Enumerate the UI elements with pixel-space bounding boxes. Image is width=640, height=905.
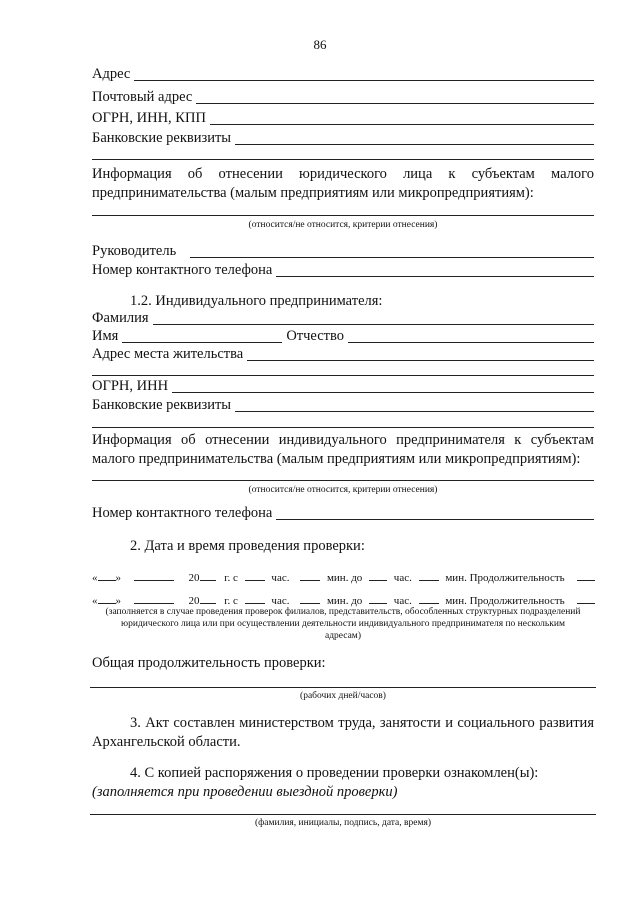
individual-phone-field[interactable]: [276, 507, 594, 520]
end-hour-field[interactable]: [369, 570, 387, 581]
postal-address-label: Почтовый адрес: [92, 89, 193, 105]
residence-extra-line[interactable]: [92, 375, 594, 376]
section3-text: 3. Акт составлен министерством труда, занятости и социального развития Архангельской области.: [92, 715, 594, 750]
total-duration-label: Общая продолжительность проверки:: [92, 655, 326, 671]
quote-open: «: [92, 572, 98, 584]
total-duration-row: [92, 655, 594, 672]
start-hour-field[interactable]: [245, 593, 265, 604]
postal-address-row: [92, 89, 594, 106]
name-row: [92, 328, 594, 345]
quote-open: «: [92, 595, 98, 607]
legal-phone-row: [92, 262, 594, 279]
individual-phone-label: Номер контактного телефона: [92, 505, 273, 521]
head-field[interactable]: [190, 245, 594, 258]
start-minute-field[interactable]: [300, 593, 320, 604]
total-duration-field[interactable]: [90, 687, 596, 688]
individual-bank-field[interactable]: [235, 399, 594, 412]
bank-details-extra-line[interactable]: [92, 159, 594, 160]
head-label: Руководитель: [92, 243, 177, 259]
individual-ogrn-row: [92, 378, 594, 395]
quote-close: »: [115, 572, 121, 584]
hours-label: час.: [393, 572, 412, 584]
address-label: Адрес: [92, 66, 131, 82]
individual-bank-label: Банковские реквизиты: [92, 397, 232, 413]
end-minute-field[interactable]: [419, 593, 439, 604]
minutes-to-label: мин. до: [326, 572, 363, 584]
from-label: г. с: [224, 595, 238, 607]
patronymic-label: Отчество: [286, 328, 344, 344]
acquaintance-caption: (фамилия, инициалы, подпись, дата, время): [254, 818, 432, 828]
ogrn-inn-kpp-field[interactable]: [210, 112, 594, 125]
start-hour-field[interactable]: [245, 570, 265, 581]
section4-text: 4. С копией распоряжения о проведении проверки ознакомлен(ы):: [130, 765, 539, 781]
ogrn-inn-kpp-label: ОГРН, ИНН, КПП: [92, 110, 206, 126]
legal-phone-field[interactable]: [276, 264, 594, 277]
end-hour-field[interactable]: [369, 593, 387, 604]
duration-label: мин. Продолжительность: [445, 595, 565, 607]
year-prefix: 20: [188, 595, 200, 607]
duration-label: мин. Продолжительность: [445, 572, 565, 584]
year-prefix: 20: [188, 572, 200, 584]
name-field[interactable]: [122, 330, 282, 343]
individual-sme-caption: (относится/не относится, критерии отнесения): [248, 485, 438, 495]
quote-close: »: [115, 595, 121, 607]
legal-sme-caption: (относится/не относится, критерии отнесения): [248, 220, 438, 230]
residence-field[interactable]: [247, 348, 594, 361]
hours-label: час.: [271, 572, 290, 584]
bank-details-field[interactable]: [235, 132, 594, 145]
from-label: г. с: [224, 572, 238, 584]
legal-sme-info: Информация об отнесении юридического лица к субъектам малого предпринимательства (малым предприятиям или микропредприятиям):: [92, 166, 594, 201]
bank-details-row: [92, 130, 594, 147]
individual-bank-extra-line[interactable]: [92, 427, 594, 428]
surname-label: Фамилия: [92, 310, 149, 326]
address-field[interactable]: [134, 68, 594, 81]
duration-field[interactable]: [577, 593, 595, 604]
duration-field[interactable]: [577, 570, 595, 581]
residence-row: [92, 346, 594, 363]
individual-ogrn-label: ОГРН, ИНН: [92, 378, 169, 394]
individual-sme-info: Информация об отнесении индивидуального предпринимателя к субъектам малого предпринимательства (малым предприятиям или микропредприятиям):: [92, 432, 594, 467]
legal-sme-field[interactable]: [92, 215, 594, 216]
legal-phone-label: Номер контактного телефона: [92, 262, 273, 278]
section2-heading: 2. Дата и время проведения проверки:: [130, 538, 365, 554]
date-caption: (заполняется в случае проведения проверок филиалов, представительств, обособленных структурных подразделений юридического лица или при осуществлении деятельности индивидуального предпринимателя по нескольким адресам): [105, 607, 581, 641]
page-number: 86: [313, 37, 327, 52]
individual-phone-row: [92, 505, 594, 522]
surname-row: [92, 310, 594, 327]
start-minute-field[interactable]: [300, 570, 320, 581]
acquaintance-field[interactable]: [90, 814, 596, 815]
name-label: Имя: [92, 328, 119, 344]
individual-ogrn-field[interactable]: [172, 380, 594, 393]
bank-details-label: Банковские реквизиты: [92, 130, 232, 146]
date-line-1: [92, 570, 604, 585]
year-field[interactable]: [200, 593, 216, 604]
section4-note: (заполняется при проведении выездной проверки): [92, 784, 398, 800]
end-minute-field[interactable]: [419, 570, 439, 581]
individual-heading: 1.2. Индивидуального предпринимателя:: [130, 293, 383, 309]
residence-label: Адрес места жительства: [92, 346, 244, 362]
month-field[interactable]: [134, 570, 174, 581]
individual-bank-row: [92, 397, 594, 414]
day-field[interactable]: [98, 593, 116, 604]
surname-field[interactable]: [153, 312, 595, 325]
head-row: [92, 243, 594, 260]
month-field[interactable]: [134, 593, 174, 604]
total-duration-caption: (рабочих дней/часов): [300, 691, 386, 701]
individual-sme-field[interactable]: [92, 480, 594, 481]
year-field[interactable]: [200, 570, 216, 581]
hours-label: час.: [271, 595, 290, 607]
minutes-to-label: мин. до: [326, 595, 363, 607]
address-row: [92, 66, 594, 83]
hours-label: час.: [393, 595, 412, 607]
day-field[interactable]: [98, 570, 116, 581]
patronymic-field[interactable]: [348, 330, 594, 343]
postal-address-field[interactable]: [196, 91, 594, 104]
ogrn-inn-kpp-row: [92, 110, 594, 127]
